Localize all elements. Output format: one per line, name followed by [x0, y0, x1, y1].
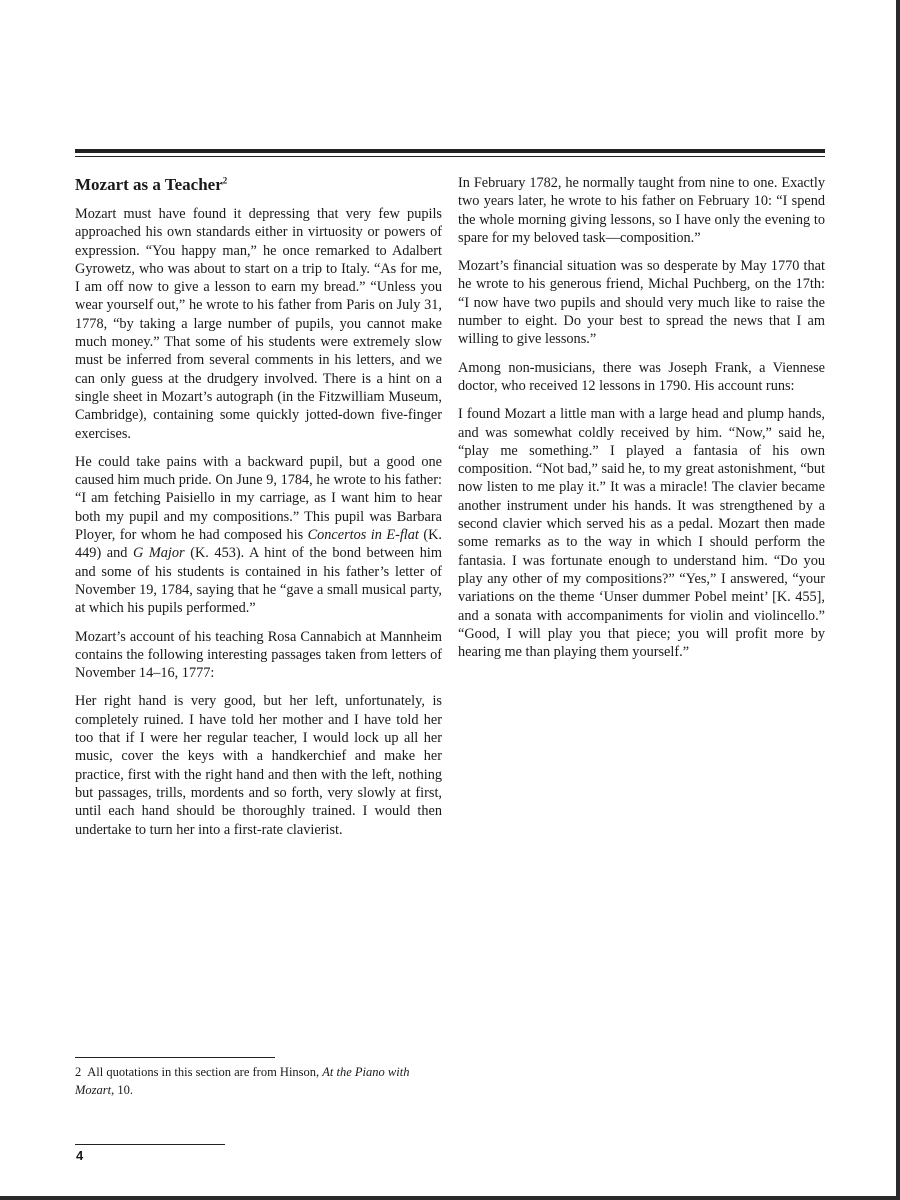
footnote-tail: , 10. — [111, 1083, 133, 1097]
paragraph: Mozart’s financial situation was so desperate by May 1770 that he wrote to his generous friend, Michal Puchberg, on the 17th: “I now have two pupils and should very much like to raise the number to eight. Do your best to spread the news that I am willing to give lessons.” — [458, 258, 825, 348]
paragraph: Mozart must have found it depressing that very few pupils approached his own standards either in virtuosity or powers of expression. “You happy man,” he once remarked to Adalbert Gyrowetz, who was about to start on a trip to Italy. “As for me, I am off now to give a lesson to earn my bread.” “Unless you wear yourself out,” he wrote to his father from Paris on July 31, 1778, “by taking a large number of pupils, you cannot make much money.” That some of his students were extremely slow must be inferred from several comments in his letters, and we can only guess at the drudgery involved. There is a hint on a single sheet in Mozart’s autograph (in the Fitzwilliam Museum, Cambridge), containing some quickly jotted-down five-finger exercises. — [75, 206, 442, 442]
page-number-rule — [75, 1144, 225, 1145]
footnote — [75, 1063, 445, 1099]
section-heading-text: Mozart as a Teacher — [75, 175, 223, 194]
page-number: 4 — [76, 1148, 84, 1163]
text-run: (K. 453). A hint of the bond between him and some of his students is contained in his father’s letter of November 19, 1784, saying that he “gave a small musical party, at which his pupils performed.” — [75, 545, 442, 617]
footnote-rule — [75, 1057, 275, 1058]
text-run: He could take pains with a backward pupil, but a good one caused him much pride. On June 9, 1784, he wrote to his father: “I am fetching Paisiello in my carriage, as I want him to hear both my pupil and my compositions.” This pupil was Barbara Ployer, for whom he had composed his — [75, 453, 442, 544]
block-quote: I found Mozart a little man with a large head and plump hands, and was somewhat coldly received by him. “Now,” said he, “play me something.” I played a fantasia of his own composition. “Not bad,” said he, to my great astonishment, “but now listen to me play it.” It was a miracle! The clavier became another instrument under his hands. It was strengthened by a second clavier which served his as a pedal. Mozart then made some remarks as to the way in which I should perform the fantasia. I was fortunate enough to understand him. “Do you play any other of my compositions?” “Yes,” I answered, “your variations on the theme ‘Unser dummer Pobel meint’ [K. 455], and a sonata with accompaniments for violin and violincello.” “Good, I will play you that piece; you will profit more by hearing me than playing them yourself.” — [458, 406, 825, 661]
text-run: (K. 449) and — [75, 527, 442, 562]
paragraph: In February 1782, he normally taught from nine to one. Exactly two years later, he wrote to his father on February 10: “I spend the whole morning giving lessons, so I have only the evening to spare for my beloved task—composition.” — [458, 175, 825, 246]
work-title: Concertos in E-flat — [307, 527, 419, 544]
work-title: G Major — [132, 545, 185, 562]
right-column — [458, 174, 825, 671]
paragraph: Among non-musicians, there was Joseph Frank, a Viennese doctor, who received 12 lessons in 1790. His account runs: — [458, 359, 825, 394]
footnote-text: All quotations in this section are from Hinson, — [87, 1065, 323, 1079]
left-column — [75, 172, 442, 849]
paragraph — [75, 453, 442, 618]
footnote-number: 2 — [75, 1065, 82, 1079]
paragraph: Mozart’s account of his teaching Rosa Cannabich at Mannheim contains the following interesting passages taken from letters of November 14–16, 1777: — [75, 628, 442, 682]
page-edge-right — [896, 0, 900, 1200]
header-rule-thin — [75, 156, 825, 157]
block-quote: Her right hand is very good, but her left, unfortunately, is completely ruined. I have told her mother and I have told her too that if I were her regular teacher, I would lock up all her music, cover the keys with a handkerchief and make her practice, first with the right hand and then with the left, nothing but passages, trills, mordents and so forth, very slowly at first, until each hand should be thoroughly trained. I would then undertake to turn her into a first-rate clavierist. — [75, 693, 442, 838]
section-heading — [75, 174, 442, 196]
header-rule-thick — [75, 149, 825, 153]
footnote-book-title: At the Piano with Mozart — [75, 1065, 410, 1097]
page-edge-bottom — [0, 1196, 900, 1200]
footnote-ref: 2 — [222, 175, 228, 186]
